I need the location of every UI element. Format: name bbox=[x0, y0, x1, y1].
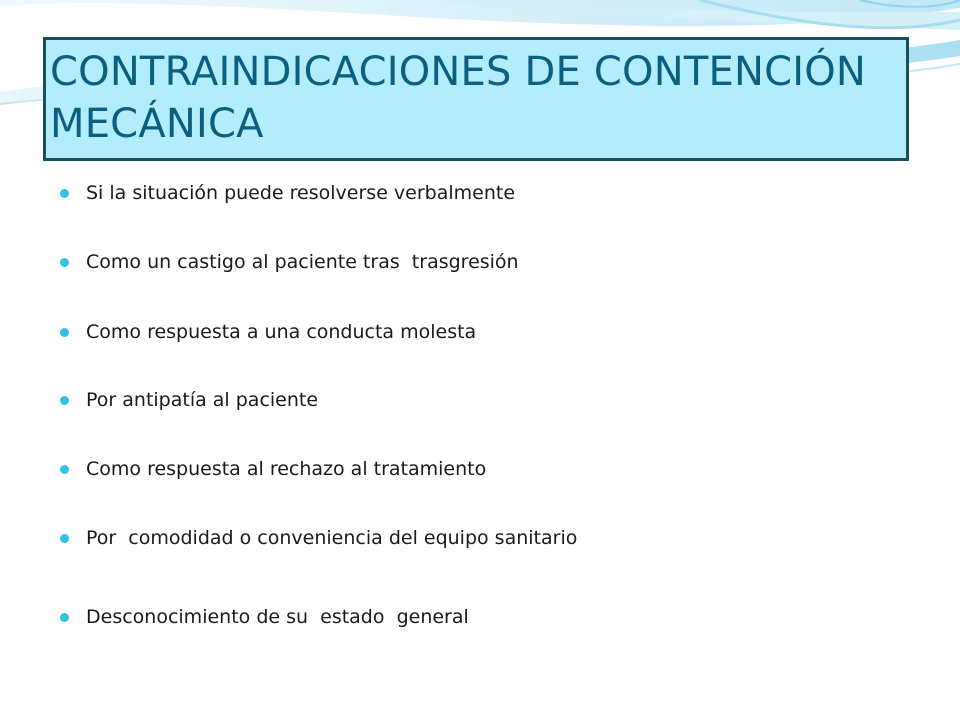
list-item bbox=[60, 603, 469, 631]
list-item bbox=[60, 455, 486, 483]
slide-title: CONTRAINDICACIONES DE CONTENCIÓN MECÁNICA bbox=[50, 49, 867, 147]
bullet-icon bbox=[60, 396, 69, 405]
list-item bbox=[60, 386, 318, 414]
bullet-icon bbox=[60, 189, 69, 198]
bullet-icon bbox=[60, 613, 69, 622]
list-item bbox=[60, 179, 515, 207]
bullet-text: Si la situación puede resolverse verbalmente bbox=[86, 182, 516, 204]
list-item bbox=[60, 524, 577, 552]
bullet-text: Por antipatía al paciente bbox=[86, 389, 319, 411]
title-box bbox=[43, 37, 909, 161]
list-item bbox=[60, 318, 476, 346]
bullet-icon bbox=[60, 258, 69, 267]
bullet-text: Como respuesta a una conducta molesta bbox=[86, 321, 477, 343]
bullet-icon bbox=[60, 534, 69, 543]
list-item bbox=[60, 248, 519, 276]
bullet-icon bbox=[60, 465, 69, 474]
bullet-text: Como respuesta al rechazo al tratamiento bbox=[86, 458, 487, 480]
bullet-text: Por comodidad o conveniencia del equipo sanitario bbox=[86, 527, 578, 549]
bullet-icon bbox=[60, 328, 69, 337]
bullet-text: Como un castigo al paciente tras trasgresión bbox=[86, 251, 519, 273]
bullet-text: Desconocimiento de su estado general bbox=[86, 606, 469, 628]
